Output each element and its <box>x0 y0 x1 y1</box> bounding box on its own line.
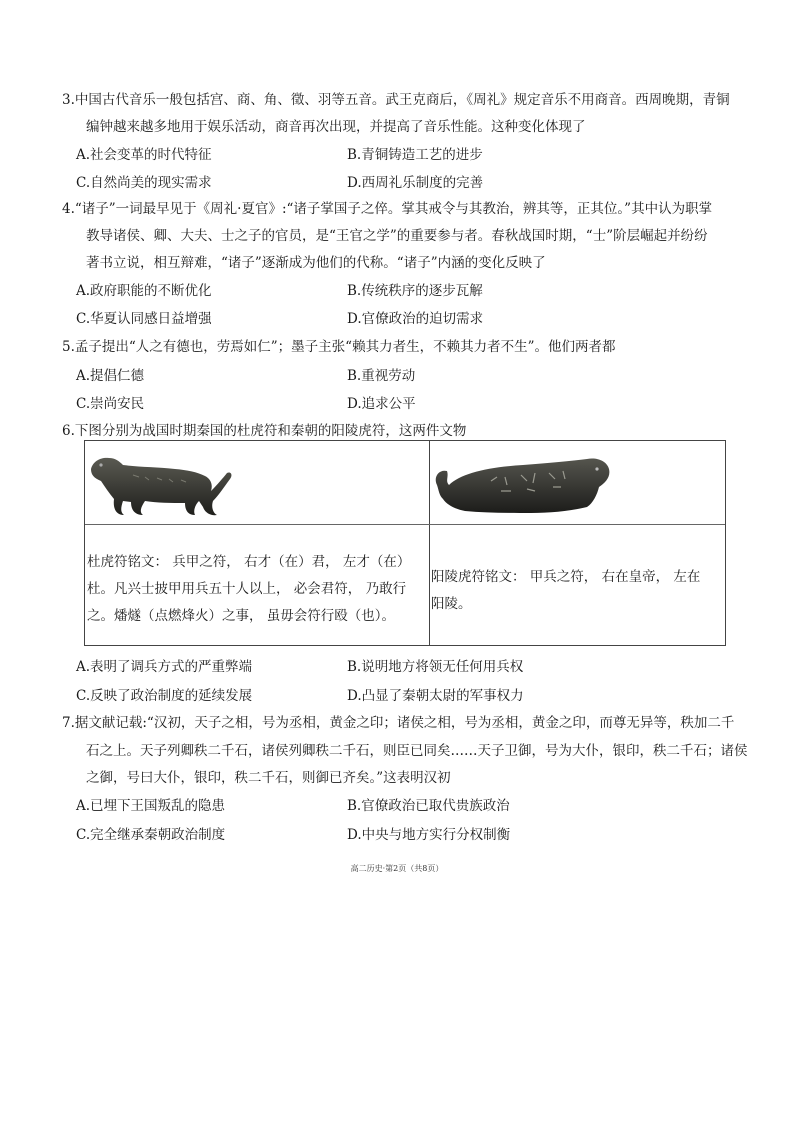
q7-option-c: C.完全继承秦朝政治制度 <box>76 827 226 843</box>
q5-option-b: B.重视劳动 <box>347 368 416 384</box>
q3-option-d: D.西周礼乐制度的完善 <box>347 175 484 191</box>
tiger-tally-icon <box>431 447 617 521</box>
q3-stem-line2: 编钟越来越多地用于娱乐活动，商音再次出现，并提高了音乐性能。这种变化体现了 <box>86 119 586 135</box>
du-tally-inscription-line3: 之。燔燧（点燃烽火）之事， 虽毋会符行殴（也）。 <box>87 608 396 624</box>
q7-stem-line3: 之御，号曰大仆，银印，秩二千石，则御已齐矣。”这表明汉初 <box>86 770 451 786</box>
q5-option-c: C.崇尚安民 <box>76 396 145 412</box>
q6-stem-line1: 6.下图分别为战国时期秦国的杜虎符和秦朝的阳陵虎符，这两件文物 <box>62 423 467 439</box>
q4-option-a: A.政府职能的不断优化 <box>76 283 212 299</box>
yangling-tally-inscription-line2: 阳陵。 <box>431 596 472 612</box>
q7-option-a: A.已埋下王国叛乱的隐患 <box>76 798 226 814</box>
q4-option-d: D.官僚政治的迫切需求 <box>347 311 484 327</box>
page-footer: 高二历史·第2页（共8页） <box>350 864 444 873</box>
q4-stem-line2: 教导诸侯、卿、大夫、士之子的官员，是“王官之学”的重要参与者。春秋战国时期，“士”阶层崛起并纷纷 <box>86 228 708 244</box>
q3-option-a: A.社会变革的时代特征 <box>76 147 212 163</box>
q4-option-c: C.华夏认同感日益增强 <box>76 311 212 327</box>
du-tally-inscription-line2: 杜。凡兴士披甲用兵五十人以上， 必会君符， 乃敢行 <box>87 581 407 597</box>
q4-stem-line3: 著书立说，相互辩难，“诸子”逐渐成为他们的代称。“诸子”内涵的变化反映了 <box>86 255 546 271</box>
q6-option-b: B.说明地方将领无任何用兵权 <box>347 659 524 675</box>
q5-stem-line1: 5.孟子提出“人之有德也，劳焉如仁”；墨子主张“赖其力者生，不赖其力者不生”。他们两者都 <box>62 339 616 355</box>
q3-option-c: C.自然尚美的现实需求 <box>76 175 212 191</box>
du-tiger-tally-image <box>87 445 237 521</box>
q3-stem-line1: 3.中国古代音乐一般包括宫、商、角、徵、羽等五音。武王克商后，《周礼》规定音乐不用商音。西周晚期，青铜 <box>62 92 730 108</box>
table-divider-vertical <box>429 441 430 645</box>
q5-option-d: D.追求公平 <box>347 396 416 412</box>
q6-option-d: D.凸显了秦朝太尉的军事权力 <box>347 688 524 704</box>
table-divider-horizontal <box>85 524 725 525</box>
tiger-tally-icon <box>87 445 237 521</box>
q6-option-c: C.反映了政治制度的延续发展 <box>76 688 253 704</box>
yangling-tally-inscription-line1: 阳陵虎符铭文： 甲兵之符， 右在皇帝， 左在 <box>431 569 701 585</box>
q7-stem-line2: 石之上。天子列卿秩二千石，诸侯列卿秩二千石，则臣已同矣……天子卫御，号为大仆，银印，秩二千石；诸侯 <box>86 743 748 759</box>
q4-option-b: B.传统秩序的逐步瓦解 <box>347 283 483 299</box>
q6-artifact-table <box>84 440 726 646</box>
q6-option-a: A.表明了调兵方式的严重弊端 <box>76 659 253 675</box>
q4-stem-line1: 4.“诸子”一词最早见于《周礼·夏官》:“诸子掌国子之倅。掌其戒令与其教治，辨其等，正其位。”其中认为职掌 <box>62 201 713 217</box>
q7-stem-line1: 7.据文献记载:“汉初，天子之相，号为丞相，黄金之印；诸侯之相，号为丞相，黄金之印，而尊无异等，秩加二千 <box>62 715 735 731</box>
du-tally-inscription-line1: 杜虎符铭文： 兵甲之符， 右才（在）君， 左才（在） <box>87 554 411 570</box>
q3-option-b: B.青铜铸造工艺的进步 <box>347 147 483 163</box>
q7-option-b: B.官僚政治已取代贵族政治 <box>347 798 510 814</box>
q5-option-a: A.提倡仁德 <box>76 368 145 384</box>
yangling-tiger-tally-image <box>431 447 617 521</box>
q7-option-d: D.中央与地方实行分权制衡 <box>347 827 511 843</box>
